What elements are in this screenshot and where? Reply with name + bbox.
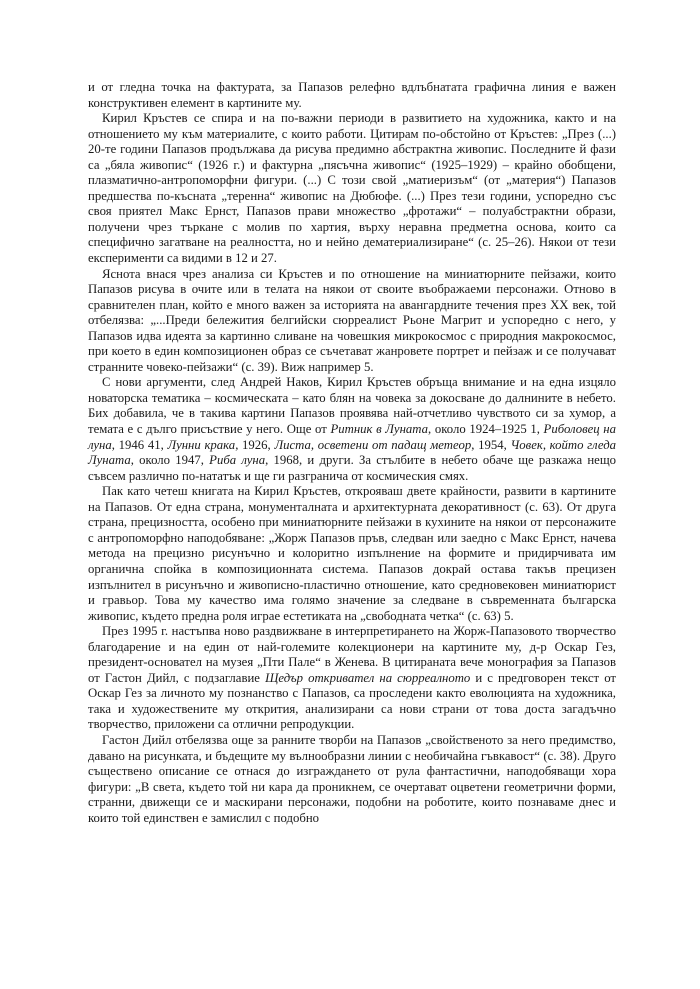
italic-title: Ритник в Луната <box>330 422 429 437</box>
italic-title: Листа, осветени от падащ метеор <box>274 437 472 452</box>
text-run: , около 1924–1925 1, <box>428 422 544 437</box>
paragraph <box>88 375 616 484</box>
text-run: , 1946 41, <box>111 437 168 452</box>
text-run: , 1926, <box>235 437 275 452</box>
text-run: , 1954, <box>471 437 511 452</box>
text-run: Пак като четеш книгата на Кирил Кръстев, открояваш двете крайности, развити в картините на Папазов. От една страна, монументалната и архитектурната декоративност (с. 63). От друга страна, прецизността, особено при миниатюрните пейзажи в кухините на някои от персонажите с антропоморфно наподобяване: „Жорж Папазов пръв, следван или заедно с Макс Ернст, начева метода на прецизно рисунъчно и колоритно изпълнение на формите и придирчивата им органична спойка в композиционната система. Папазов докрай остава такъв прецизен изпълнител в рисунъчно и живописно-пластично отношение, като средновековен миниатюрист и гравьор. Това му качество има голямо значение за следване в съвременната българска живопис, където предна роля играе естетиката на „свободната четка“ (с. 63) 5. <box>88 484 616 623</box>
body-text <box>88 80 616 826</box>
paragraph <box>88 733 616 826</box>
italic-title: Риба луна <box>209 453 266 468</box>
italic-title: Човек, който гледа Луната <box>88 437 617 468</box>
text-run: През 1995 г. настъпва ново раздвижване в интерпретирането на Жорж-Папазовото творчество благодарение и на един от най-големите колекционери на картините му, д-р Оскар Гез, президент-основател на музея „Пти Пале“ в Женева. В цитираната вече монография за Папазов от Гастон Дийл, с подзаглавие <box>88 624 616 685</box>
text-run: Кирил Кръстев се спира и на по-важни периоди в развитието на художника, както и на отношението му към материалите, с които работи. Цитирам по-обстойно от Кръстев: „През (...) 20-те години Папазов продължава да рисува предимно абстрактна живопис. Последните й фази са „бяла живопис“ (1926 г.) и фактурна „пясъчна живопис“ (1925–1929) – крайно обобщени, плазматично-антропоморфни фигури. (...) С този свой „матиеризъм“ (от „материя“) Папазов предшества по-късната „теренна“ живопис на Дюбюфе. (...) През тези години, успоредно със своя приятел Макс Ернст, Папазов прави множество „фротажи“ – полуабстрактни образи, получени чрез търкане с молив по хартия, върху неравна предметна основа, които са специфично загатване на реалността, но и нейно дематериализиране“ (с. 25–26). Някои от тези експерименти са видими в 12 и 27. <box>88 111 616 266</box>
paragraph <box>88 484 616 624</box>
text-run: , около 1947, <box>130 453 210 468</box>
italic-title: Щедър откривател на сюрреалното <box>265 670 471 685</box>
text-run: С нови аргументи, след Андрей Наков, Кирил Кръстев обръща внимание и на една изцяло новаторска тематика – космическата – като блян на човека за докосване до далнините в небето. Бих добавила, че в такива картини Папазов проявява най-отчетливо чувството си за хумор, а темата е с дълго присъствие у него. Още от <box>88 375 616 437</box>
text-run: Яснота внася чрез анализа си Кръстев и по отношение на миниатюрните пейзажи, които Папазов рисува в очите или в телата на някои от своите въображаеми персонажи. Отново в сравнителен план, който е много важен за историята на авангардните течения през XX век, той отбелязва: „...Преди бележития белгийски сюрреалист Рьоне Магрит и успоредно с него, у Папазов идва идеята за картинно сливане на човешкия микрокосмос с природния макрокосмос, при което в един композиционен образ се съчетават жанровете портрет и пейзаж и се получават странните човеко-пейзажи“ (с. 39). Виж например 5. <box>88 266 616 374</box>
paragraph <box>88 111 616 266</box>
italic-title: Лунни крака <box>167 437 236 452</box>
italic-title: Риболовец на луна <box>88 422 616 452</box>
text-run: , 1968, и други. За стълбите в небето обаче ще разкажа нещо съвсем различно по-нататък и ще ги разгранича от космическия смях. <box>88 453 617 483</box>
paragraph <box>88 80 616 111</box>
text-run: Гастон Дийл отбелязва още за ранните творби на Папазов „свойственото за него предимство, давано на рисунката, и бъдещите му вълнообразни линии с необичайна гъвкавост“ (с. 38). Друго съществено описание се отнася до изграждането от рула фантастични, наподобяващи хора фигури: „В света, където той ни кара да проникнем, се очертават оцветени геометрични форми, странни, движещи се и маскирани персонажи, подобни на роботите, които познаваме днес и които той единствен е замислил с подобно <box>88 732 616 825</box>
paragraph <box>88 267 616 376</box>
paragraph <box>88 624 616 733</box>
text-run: и от гледна точка на фактурата, за Папазов релефно вдлъбнатата графична линия е важен конструктивен елемент в картините му. <box>88 80 616 110</box>
text-run: и с предговорен текст от Оскар Гез за личното му познанство с Папазов, са проследени както еволюцията на художника, така и художествените му открития, анализирани са нови страни от това доста загадъчно творчество, приложени са отлични репродукции. <box>88 670 616 732</box>
